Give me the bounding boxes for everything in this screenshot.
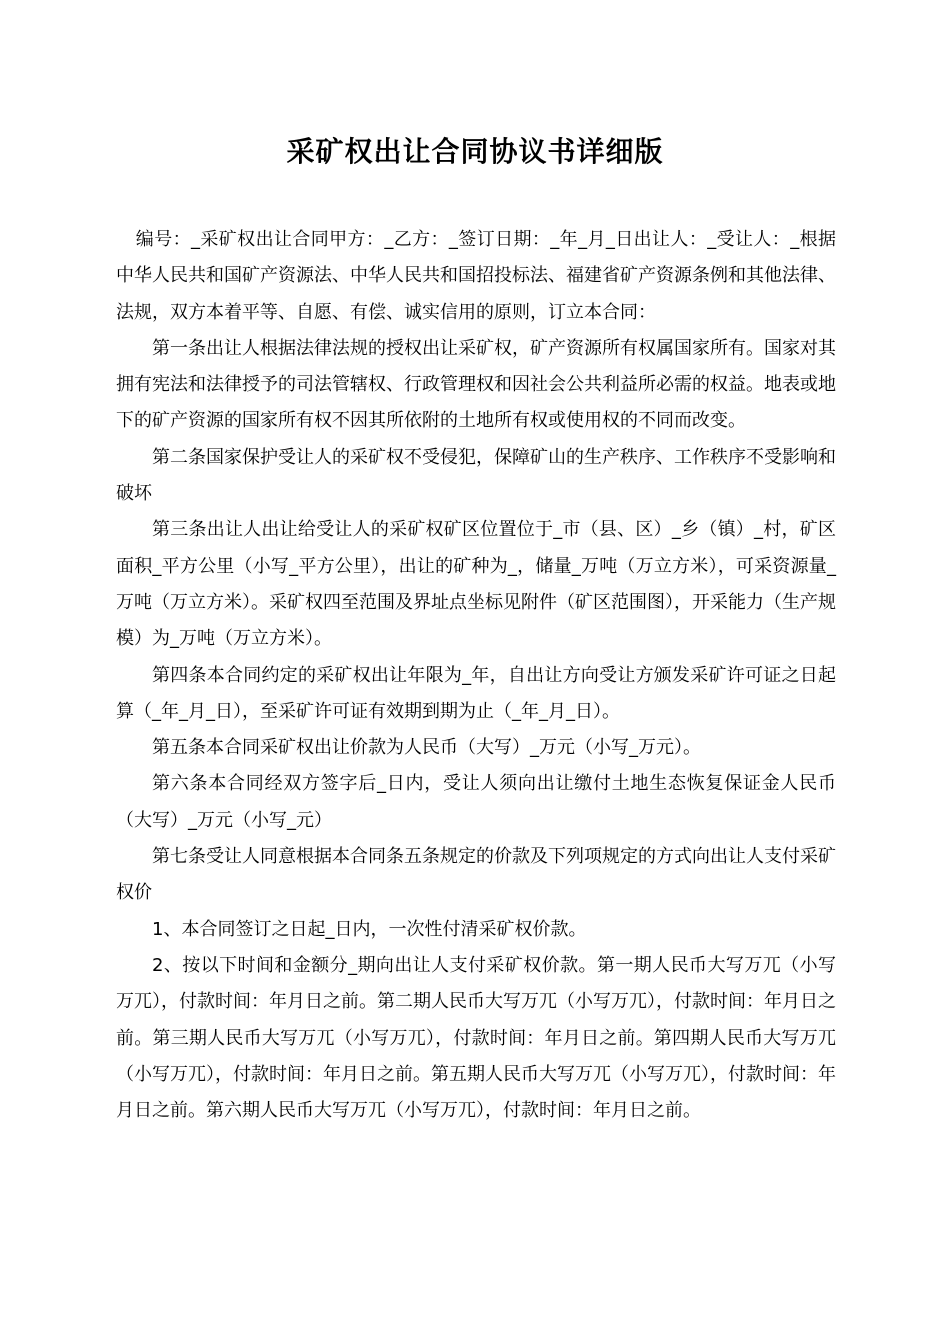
paragraph-preamble: 编号：_采矿权出让合同甲方：_乙方：_签订日期：_年_月_日出让人：_受让人：_根据中华人民共和国矿产资源法、中华人民共和国招投标法、福建省矿产资源条例和其他法律、法规，双方本着平等、自愿、有偿、诚实信用的原则，订立本合同： [116,229,836,323]
paragraph-article-3: 第三条出让人出让给受让人的采矿权矿区位置位于_市（县、区）_乡（镇）_村，矿区面积_平方公里（小写_平方公里），出让的矿种为_，储量_万吨（万立方米），可采资源量_万吨（万立方米）。采矿权四至范围及界址点坐标见附件（矿区范围图），开采能力（生产规模）为_万吨（万立方米）。 [116,519,836,650]
paragraph-article-6: 第六条本合同经双方签字后_日内，受让人须向出让缴付土地生态恢复保证金人民币（大写）_万元（小写_元） [116,773,836,831]
paragraph-item-2: 2、按以下时间和金额分_期向出让人支付采矿权价款。第一期人民币大写万兀（小写万兀），付款时间：年月日之前。第二期人民币大写万兀（小写万兀），付款时间：年月日之前。第三期人民币大写万兀（小写万兀），付款时间：年月日之前。第四期人民币大写万兀（小写万兀），付款时间：年月日之前。第五期人民币大写万兀（小写万兀），付款时间：年月日之前。第六期人民币大写万兀（小写万兀），付款时间：年月日之前。 [116,954,836,1122]
paragraph-article-5: 第五条本合同采矿权出让价款为人民币（大写）_万元（小写_万元）。 [152,737,701,759]
paragraph-article-1: 第一条出让人根据法律法规的授权出让采矿权，矿产资源所有权属国家所有。国家对其拥有宪法和法律授予的司法管辖权、行政管理权和因社会公共利益所必需的权益。地表或地下的矿产资源的国家所有权不因其所依附的土地所有权或使用权的不同而改变。 [116,337,836,432]
paragraph-article-2: 第二条国家保护受让人的采矿权不受侵犯，保障矿山的生产秩序、工作秩序不受影响和破坏 [116,446,836,505]
paragraph-article-7: 第七条受让人同意根据本合同条五条规定的价款及下列项规定的方式向出让人支付采矿权价 [116,846,836,904]
paragraph-item-1: 1、本合同签订之日起_日内，一次性付清采矿权价款。 [152,918,587,940]
paragraph-article-4: 第四条本合同约定的采矿权出让年限为_年，自出让方向受让方颁发采矿许可证之日起算（_年_月_日），至采矿许可证有效期到期为止（_年_月_日）。 [116,664,836,722]
document-body [116,222,836,1129]
document-title: 采矿权出让合同协议书详细版 [286,135,664,168]
